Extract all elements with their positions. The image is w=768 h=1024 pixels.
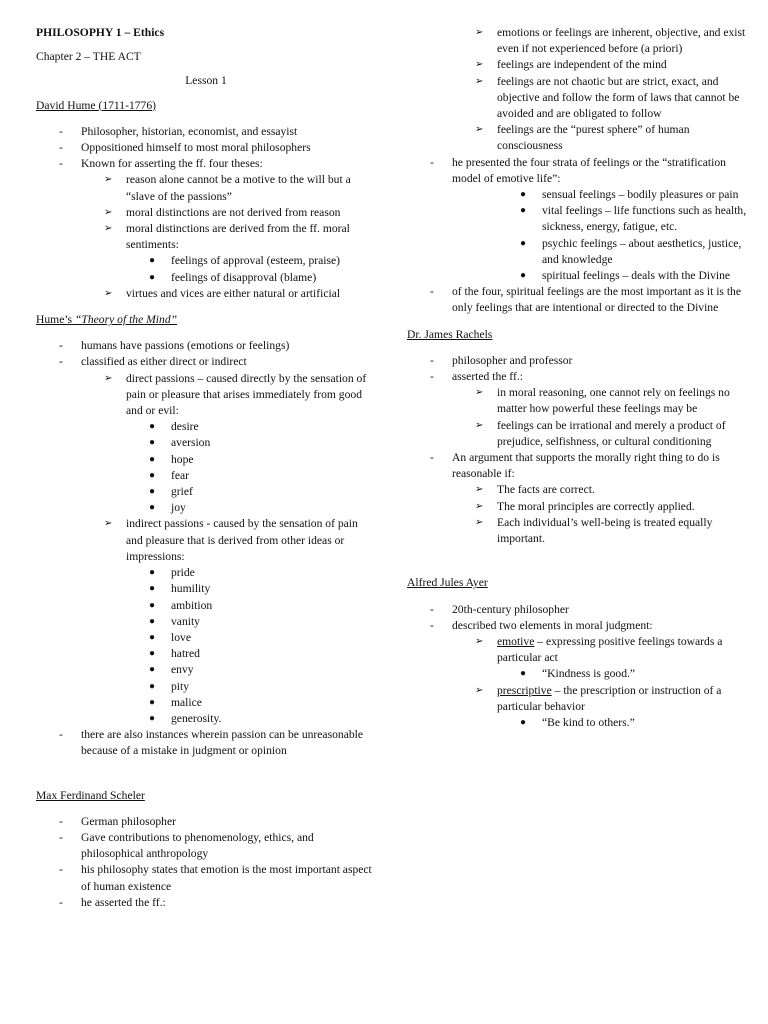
arrow-icon: ➢ (104, 518, 113, 530)
arrow-icon: ➢ (475, 516, 484, 528)
list-item: ➢ in moral reasoning, one cannot rely on feelings no matter how powerful these feelings may be (475, 386, 730, 416)
hume-list (36, 124, 376, 302)
list-item: - Philosopher, historian, economist, and essayist (59, 124, 298, 138)
list-item: ● aversion (36, 435, 376, 451)
hume-heading: David Hume (1711-1776) (36, 98, 156, 112)
arrow-icon: ➢ (104, 372, 113, 384)
list-item: ● “Be kind to others.” (407, 715, 747, 731)
list-item: ● ambition (36, 598, 376, 614)
list-item: ● vital feelings – life functions such as health, sickness, energy, fatigue, etc. (520, 204, 747, 234)
right-column (407, 25, 747, 731)
list-item: ● fear (36, 468, 376, 484)
arrow-icon: ➢ (475, 387, 484, 399)
bullet-icon: ● (149, 453, 156, 465)
arrow-icon: ➢ (475, 27, 484, 38)
list-item: ● sensual feelings – bodily pleasures or pain (407, 187, 747, 203)
list-item: ➢ direct passions – caused directly by the sensation of pain or pleasure that arises immediately from good and or evil: (104, 371, 367, 418)
list-item: ● malice (36, 695, 376, 711)
rachels-heading: Dr. James Rachels (407, 327, 493, 341)
bullet-icon: ● (149, 631, 156, 643)
lesson-label: Lesson 1 (185, 74, 227, 88)
arrow-icon: ➢ (475, 484, 484, 496)
list-item: ➢ reason alone cannot be a motive to the will but a “slave of the passions” (104, 173, 351, 203)
list-item: - An argument that supports the morally right thing to do is reasonable if: (430, 451, 720, 481)
bullet-icon: ● (149, 615, 156, 627)
bullet-icon: ● (520, 716, 527, 728)
list-item: - described two elements in moral judgment: (430, 618, 653, 632)
bullet-icon: ● (520, 668, 527, 680)
list-item: ● “Kindness is good.” (407, 666, 747, 682)
bullet-icon: ● (149, 469, 156, 481)
left-column (36, 25, 376, 911)
list-item: - philosopher and professor (430, 353, 573, 367)
bullet-icon: ● (520, 189, 527, 201)
bullet-icon: ● (149, 583, 156, 595)
list-item: ➢ emotive – expressing positive feelings towards a particular act (475, 634, 723, 665)
list-item: ➢ emotions or feelings are inherent, objective, and exist even if not experienced before (a priori) (475, 26, 746, 56)
list-item: ➢ prescriptive – the prescription or instruction of a particular behavior (475, 683, 722, 713)
bullet-icon: ● (149, 648, 156, 660)
list-item: ➢ indirect passions - caused by the sensation of pain and pleasure that is derived from other ideas or impressions: (104, 517, 358, 563)
list-item: ● psychic feelings – about aesthetics, justice, and knowledge (520, 236, 742, 266)
list-item: ● pity (36, 679, 376, 695)
list-item: - he asserted the ff.: (59, 895, 166, 909)
bullet-icon: ● (149, 599, 156, 611)
arrow-icon: ➢ (104, 206, 113, 218)
scheler-assertions-list (407, 25, 747, 317)
arrow-icon: ➢ (475, 59, 484, 71)
bullet-icon: ● (149, 712, 156, 724)
bullet-icon: ● (149, 664, 156, 676)
list-item: ➢ feelings are independent of the mind (407, 57, 747, 73)
list-item: - German philosopher (59, 814, 176, 828)
arrow-icon: ➢ (104, 223, 113, 235)
list-item: ● grief (36, 484, 376, 500)
list-item: ● joy (36, 500, 376, 516)
bullet-icon: ● (149, 567, 156, 579)
list-item: - 20th-century philosopher (430, 602, 569, 616)
bullet-icon: ● (149, 421, 156, 433)
course-title: PHILOSOPHY 1 – Ethics (36, 26, 165, 39)
list-item: - humans have passions (emotions or feelings) (59, 339, 290, 353)
list-item: - Known for asserting the ff. four theses: (59, 157, 263, 171)
list-item: - classified as either direct or indirect (59, 355, 247, 369)
list-item: ➢ The facts are correct. (407, 482, 747, 498)
bullet-icon: ● (149, 271, 156, 283)
scheler-list (36, 814, 376, 911)
scheler-heading: Max Ferdinand Scheler (36, 788, 145, 802)
arrow-icon: ➢ (475, 684, 484, 696)
list-item: ● hope (36, 452, 376, 468)
list-item: ● pride (36, 565, 376, 581)
list-item: ➢ The moral principles are correctly applied. (407, 499, 747, 515)
list-item: ➢ feelings are not chaotic but are strict, exact, and objective and follow the form of laws that cannot be avoided and are obligated to follow (475, 74, 740, 121)
list-item: ➢ moral distinctions are derived from the ff. moral sentiments: (104, 222, 350, 252)
arrow-icon: ➢ (475, 419, 484, 431)
list-item: - Oppositioned himself to most moral philosophers (59, 141, 311, 155)
bullet-icon: ● (149, 255, 156, 267)
list-item: - asserted the ff.: (430, 370, 523, 384)
rachels-list (407, 353, 747, 547)
theory-list (36, 338, 376, 759)
arrow-icon: ➢ (104, 174, 113, 186)
bullet-icon: ● (520, 205, 527, 217)
list-item: ➢ virtues and vices are either natural or artificial (36, 286, 376, 302)
theory-heading: Hume’s “Theory of the Mind” (36, 313, 178, 327)
arrow-icon: ➢ (475, 75, 484, 87)
bullet-icon: ● (149, 680, 156, 692)
list-item: ● generosity. (36, 711, 376, 727)
list-item: ● feelings of disapproval (blame) (36, 270, 376, 286)
list-item: ● desire (36, 419, 376, 435)
list-item: - there are also instances wherein passion can be unreasonable because of a mistake in judgment or opinion (59, 728, 363, 758)
bullet-icon: ● (149, 696, 156, 708)
arrow-icon: ➢ (475, 635, 484, 647)
list-item: ● humility (36, 581, 376, 597)
list-item: ➢ Each individual’s well-being is treated equally important. (475, 515, 713, 546)
list-item: ● vanity (36, 614, 376, 630)
arrow-icon: ➢ (475, 500, 484, 512)
list-item: ● feelings of approval (esteem, praise) (36, 253, 376, 269)
list-item: ● envy (36, 662, 376, 678)
chapter-title: Chapter 2 – THE ACT (36, 50, 141, 64)
arrow-icon: ➢ (104, 287, 113, 299)
bullet-icon: ● (149, 437, 156, 449)
arrow-icon: ➢ (475, 124, 484, 136)
bullet-icon: ● (520, 270, 527, 282)
list-item: ● spiritual feelings – deals with the Divine (407, 268, 747, 284)
list-item: - he presented the four strata of feelings or the “stratification model of emotive life”: (430, 155, 726, 185)
list-item: ➢ moral distinctions are not derived from reason (36, 205, 376, 221)
list-item: - of the four, spiritual feelings are the most important as it is the only feelings that are intentional or directed to the Divine (430, 285, 741, 315)
ayer-list (407, 602, 747, 732)
bullet-icon: ● (520, 237, 527, 249)
list-item: - Gave contributions to phenomenology, ethics, and philosophical anthropology (59, 830, 314, 861)
list-item: ➢ feelings are the “purest sphere” of human consciousness (475, 123, 690, 153)
bullet-icon: ● (149, 502, 156, 514)
ayer-heading: Alfred Jules Ayer (407, 576, 488, 590)
list-item: ● love (36, 630, 376, 646)
list-item: - his philosophy states that emotion is the most important aspect of human existence (59, 863, 372, 893)
list-item: ● hatred (36, 646, 376, 662)
list-item: ➢ feelings can be irrational and merely a product of prejudice, selfishness, or cultural conditioning (475, 418, 726, 448)
bullet-icon: ● (149, 486, 156, 498)
